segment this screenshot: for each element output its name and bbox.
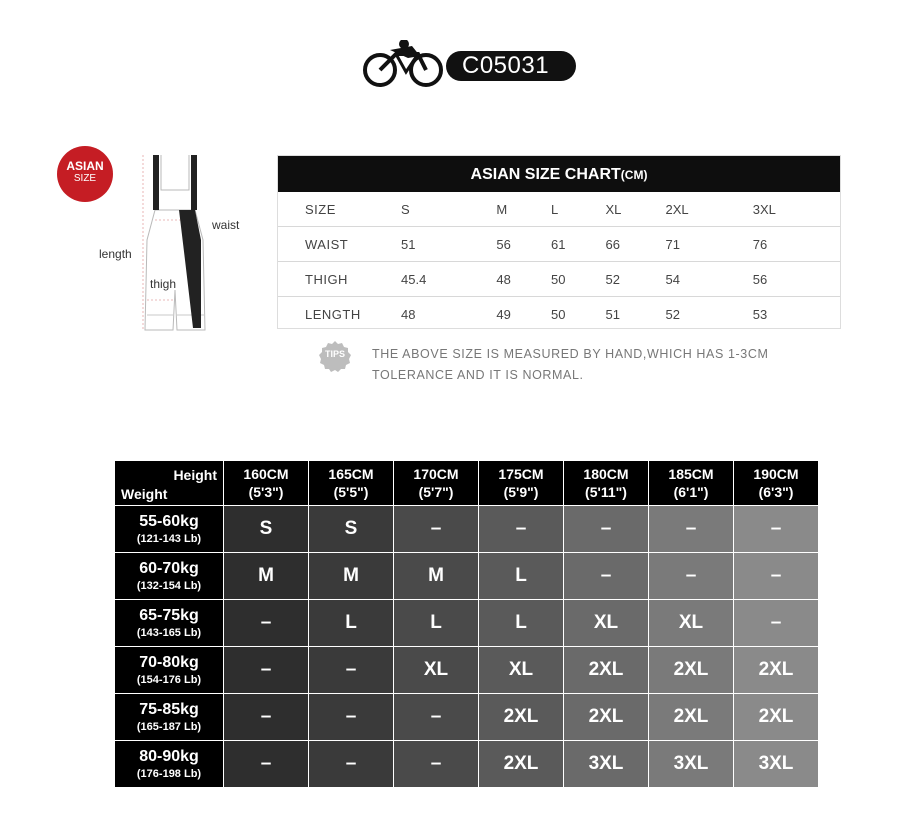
size-chart-row	[278, 297, 840, 332]
weight-axis-label: Weight	[121, 486, 168, 502]
size-cell: L	[479, 600, 564, 647]
size-cell: S	[309, 506, 394, 553]
height-header	[649, 461, 734, 506]
size-cell: –	[649, 553, 734, 600]
weight-kg: 80-90kg	[139, 748, 199, 765]
size-chart-cell: 76	[753, 227, 840, 262]
height-header	[309, 461, 394, 506]
height-cm: 165CM	[328, 466, 374, 482]
size-cell: 2XL	[479, 694, 564, 741]
size-cell: S	[224, 506, 309, 553]
size-chart-cell: 66	[606, 227, 666, 262]
size-cell: –	[734, 506, 819, 553]
weight-kg: 70-80kg	[139, 654, 199, 671]
weight-header	[115, 600, 224, 647]
size-cell: XL	[564, 600, 649, 647]
height-axis-label: Height	[173, 467, 217, 483]
size-chart-cell: 51	[401, 227, 496, 262]
bib-shorts-diagram-icon	[135, 150, 215, 335]
matrix-table	[114, 460, 819, 788]
weight-header	[115, 647, 224, 694]
matrix-row	[115, 506, 819, 553]
size-cell: L	[479, 553, 564, 600]
size-cell: –	[564, 506, 649, 553]
weight-lb: (121-143 Lb)	[136, 533, 202, 545]
size-cell: –	[734, 600, 819, 647]
product-header	[360, 40, 576, 90]
size-chart-row	[278, 262, 840, 297]
size-cell: –	[734, 553, 819, 600]
size-cell: 2XL	[734, 647, 819, 694]
weight-lb: (165-187 Lb)	[136, 721, 202, 733]
weight-kg: 55-60kg	[139, 513, 199, 530]
size-chart-cell: 50	[550, 306, 566, 322]
size-chart-cell: 61	[551, 227, 606, 262]
size-cell: –	[394, 741, 479, 788]
matrix-row	[115, 647, 819, 694]
size-cell: –	[224, 600, 309, 647]
height-cm: 180CM	[583, 466, 629, 482]
height-cm: 170CM	[413, 466, 459, 482]
weight-kg: 60-70kg	[139, 560, 199, 577]
size-cell: 2XL	[734, 694, 819, 741]
size-cell: –	[224, 647, 309, 694]
height-header	[394, 461, 479, 506]
size-cell: 3XL	[734, 741, 819, 788]
product-code: C05031	[446, 51, 576, 81]
weight-header	[115, 506, 224, 553]
height-ft: (5'3")	[248, 484, 284, 500]
weight-lb: (132-154 Lb)	[136, 580, 202, 592]
size-chart-table	[278, 192, 840, 331]
size-chart-cell: 52	[665, 306, 680, 322]
size-cell: XL	[649, 600, 734, 647]
size-cell: –	[224, 694, 309, 741]
tips-label: TIPS	[324, 349, 345, 359]
height-ft: (5'7")	[418, 484, 454, 500]
size-cell: 2XL	[479, 741, 564, 788]
size-cell: –	[394, 506, 479, 553]
size-chart-row-label: WAIST	[278, 227, 401, 262]
size-chart-cell: 53	[752, 306, 768, 322]
matrix-row	[115, 694, 819, 741]
asian-size-chart	[277, 155, 841, 329]
size-cell: –	[309, 694, 394, 741]
size-chart-row-label: SIZE	[278, 192, 401, 227]
size-cell: XL	[479, 647, 564, 694]
size-chart-unit: (CM)	[620, 168, 648, 182]
waist-label: waist	[212, 218, 240, 232]
height-header	[564, 461, 649, 506]
matrix-corner	[115, 461, 224, 506]
badge-line1: ASIAN	[66, 159, 104, 173]
size-chart-cell: L	[551, 192, 606, 227]
size-chart-cell: 48	[401, 306, 416, 322]
height-header	[479, 461, 564, 506]
size-chart-cell: 51	[605, 306, 620, 322]
matrix-row	[115, 553, 819, 600]
size-cell: –	[224, 741, 309, 788]
height-ft: (6'3")	[758, 484, 794, 500]
height-cm: 185CM	[668, 466, 714, 482]
size-chart-cell: M	[496, 192, 551, 227]
cyclist-icon	[360, 40, 446, 90]
size-cell: –	[309, 647, 394, 694]
height-header	[734, 461, 819, 506]
tips-text: THE ABOVE SIZE IS MEASURED BY HAND,WHICH HAS 1-3CM TOLERANCE AND IT IS NORMAL.	[372, 347, 769, 382]
size-cell: 3XL	[564, 741, 649, 788]
size-cell: 2XL	[649, 694, 734, 741]
size-cell: 3XL	[649, 741, 734, 788]
height-ft: (5'11")	[585, 484, 627, 500]
size-cell: M	[309, 553, 394, 600]
length-label: length	[99, 247, 132, 261]
weight-kg: 65-75kg	[139, 607, 199, 624]
weight-header	[115, 694, 224, 741]
weight-lb: (176-198 Lb)	[136, 768, 202, 780]
size-cell: L	[309, 600, 394, 647]
size-cell: M	[394, 553, 479, 600]
size-chart-cell: 45.4	[401, 262, 496, 297]
size-chart-title-text: ASIAN SIZE CHART	[470, 166, 621, 183]
size-cell: L	[394, 600, 479, 647]
size-cell: –	[394, 694, 479, 741]
weight-header	[115, 741, 224, 788]
size-cell: –	[309, 741, 394, 788]
size-chart-cell: XL	[606, 192, 666, 227]
size-chart-title	[278, 156, 840, 192]
height-weight-matrix	[114, 460, 823, 788]
size-cell: 2XL	[564, 647, 649, 694]
matrix-row	[115, 741, 819, 788]
height-cm: 160CM	[243, 466, 289, 482]
size-chart-cell: 3XL	[753, 192, 840, 227]
size-cell: –	[649, 506, 734, 553]
weight-kg: 75-85kg	[139, 701, 199, 718]
size-cell: 2XL	[564, 694, 649, 741]
size-cell: –	[564, 553, 649, 600]
matrix-row	[115, 600, 819, 647]
size-chart-cell: 56	[496, 227, 551, 262]
thigh-label: thigh	[150, 277, 177, 291]
size-chart-cell: 71	[665, 227, 752, 262]
height-cm: 175CM	[498, 466, 544, 482]
size-chart-row	[278, 227, 840, 262]
size-chart-row-label: THIGH	[278, 262, 401, 297]
size-chart-row-label: LENGTH	[305, 306, 361, 322]
size-chart-cell: S	[401, 192, 496, 227]
size-chart-cell: 48	[496, 262, 551, 297]
weight-lb: (143-165 Lb)	[136, 627, 202, 639]
size-cell: XL	[394, 647, 479, 694]
size-cell: M	[224, 553, 309, 600]
badge-line2: SIZE	[73, 173, 97, 184]
asian-size-badge	[57, 146, 113, 202]
size-chart-cell: 56	[753, 262, 840, 297]
size-chart-cell: 49	[496, 306, 511, 322]
weight-header	[115, 553, 224, 600]
size-chart-cell: 50	[551, 262, 606, 297]
size-cell: –	[479, 506, 564, 553]
height-ft: (5'5")	[333, 484, 369, 500]
height-ft: (5'9")	[503, 484, 539, 500]
size-cell: 2XL	[649, 647, 734, 694]
size-chart-cell: 2XL	[665, 192, 752, 227]
height-header	[224, 461, 309, 506]
size-chart-row	[278, 192, 840, 227]
height-ft: (6'1")	[673, 484, 709, 500]
weight-lb: (154-176 Lb)	[136, 674, 202, 686]
size-chart-cell: 52	[606, 262, 666, 297]
size-chart-cell: 54	[665, 262, 752, 297]
height-cm: 190CM	[753, 466, 799, 482]
